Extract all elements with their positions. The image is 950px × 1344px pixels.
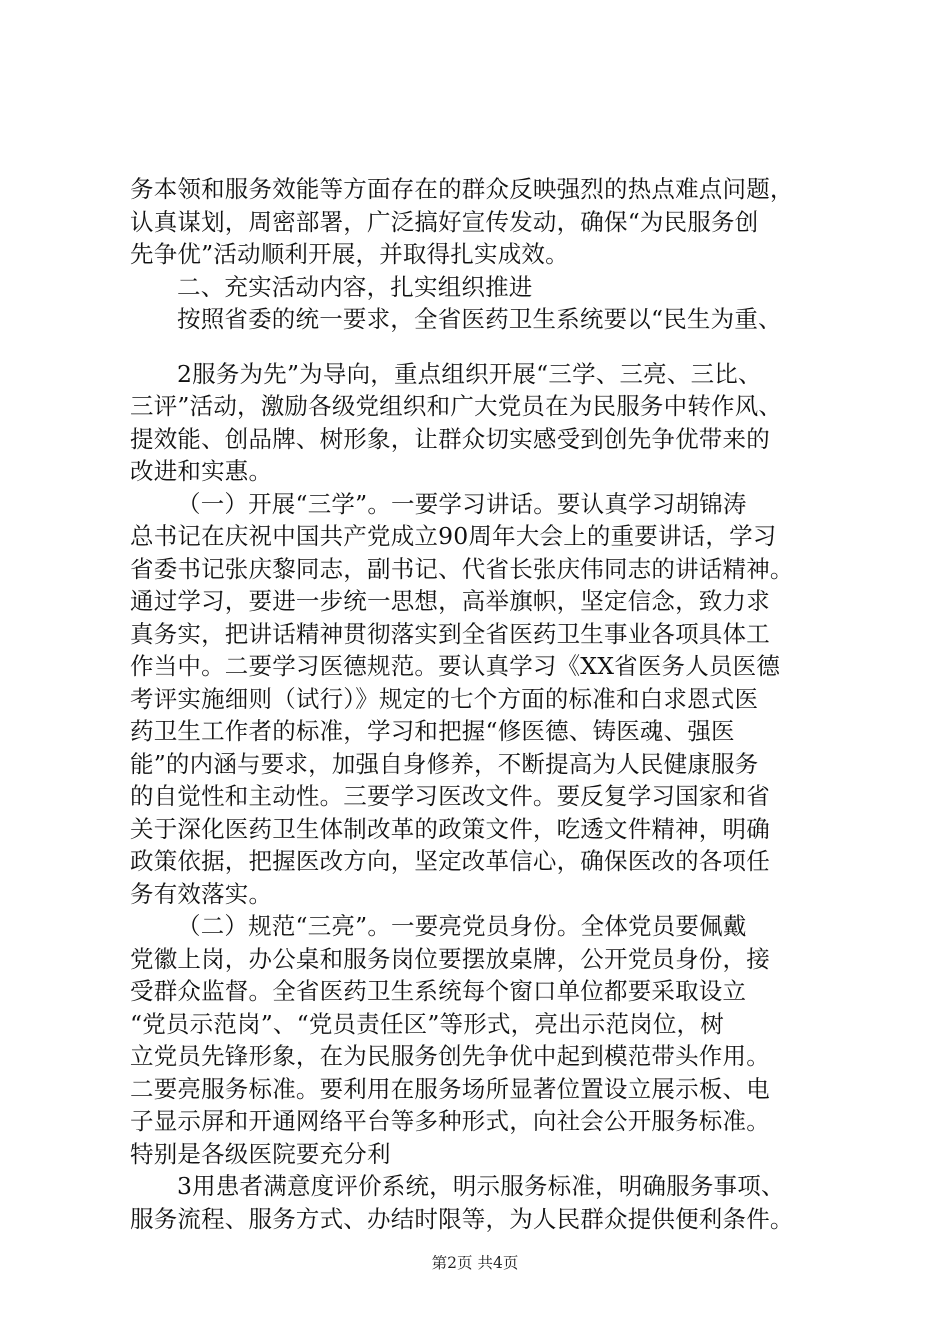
- text-line: 认真谋划，周密部署，广泛搞好宣传发动，确保“为民服务创: [130, 207, 759, 236]
- page-break-gap: [130, 336, 830, 358]
- document-body: [130, 173, 830, 1235]
- text-line: 总书记在庆祝中国共产党成立90周年大会上的重要讲话，学习: [130, 522, 777, 550]
- text-line: 能”的内涵与要求，加强自身修养，不断提高为人民健康服务: [130, 749, 759, 778]
- text-line: 特别是各级医院要充分利: [130, 1139, 391, 1168]
- section-heading: 二、充实活动内容，扎实组织推进: [177, 272, 533, 301]
- text-line: 2服务为先”为导向，重点组织开展“三学、三亮、三比、: [177, 359, 762, 388]
- text-line: 3用患者满意度评价系统，明示服务标准，明确服务事项、: [177, 1172, 785, 1200]
- text-line: 考评实施细则（试行）》规定的七个方面的标准和白求恩式医: [130, 684, 759, 713]
- text-line: 关于深化医药卫生体制改革的政策文件，吃透文件精神，明确: [130, 814, 770, 843]
- text-line: 服务流程、服务方式、办结时限等，为人民群众提供便利条件。: [130, 1204, 794, 1233]
- text-line: 真务实，把讲话精神贯彻落实到全省医药卫生事业各项具体工: [130, 619, 770, 648]
- text-line: 务本领和服务效能等方面存在的群众反映强烈的热点难点问题，: [130, 175, 794, 203]
- text-line: 党徽上岗，办公桌和服务岗位要摆放桌牌，公开党员身份，接: [130, 944, 770, 973]
- text-line: 省委书记张庆黎同志，副书记、代省长张庆伟同志的讲话精神。: [130, 554, 794, 583]
- text-line: 提效能、创品牌、树形象，让群众切实感受到创先争优带来的: [130, 424, 770, 453]
- text-line: 作当中。二要学习医德规范。要认真学习《XX省医务人员医德: [130, 652, 781, 680]
- text-line: 通过学习，要进一步统一思想，高举旗帜，坚定信念，致力求: [130, 587, 770, 615]
- text-line: 药卫生工作者的标准，学习和把握“修医德、铸医魂、强医: [130, 717, 735, 745]
- text-line: “党员示范岗”、“党员责任区”等形式，亮出示范岗位，树: [130, 1009, 724, 1038]
- subsection-heading: （二）规范“三亮”。一要亮党员身份。全体党员要佩戴: [177, 912, 747, 940]
- text-line: 改进和实惠。: [130, 457, 273, 485]
- text-line: 政策依据，把握医改方向，坚定改革信心，确保医改的各项任: [130, 847, 770, 875]
- text-line: 受群众监督。全省医药卫生系统每个窗口单位都要采取设立: [130, 977, 747, 1005]
- text-line: 立党员先锋形象，在为民服务创先争优中起到模范带头作用。: [130, 1042, 770, 1070]
- text-line: 按照省委的统一要求，全省医药卫生系统要以“民生为重、: [177, 305, 782, 333]
- text-line: 的自觉性和主动性。三要学习医改文件。要反复学习国家和省: [130, 782, 770, 810]
- text-line: 二要亮服务标准。要利用在服务场所显著位置设立展示板、电: [130, 1074, 770, 1103]
- page-number-footer: 第2页 共4页: [431, 1254, 519, 1272]
- text-line: 三评”活动，激励各级党组织和广大党员在为民服务中转作风、: [130, 392, 783, 420]
- text-line: 务有效落实。: [130, 879, 273, 908]
- text-line: 先争优”活动顺利开展，并取得扎实成效。: [130, 240, 569, 268]
- text-line: 子显示屏和开通网络平台等多种形式，向社会公开服务标准。: [130, 1107, 770, 1135]
- subsection-heading: （一）开展“三学”。一要学习讲话。要认真学习胡锦涛: [177, 489, 747, 518]
